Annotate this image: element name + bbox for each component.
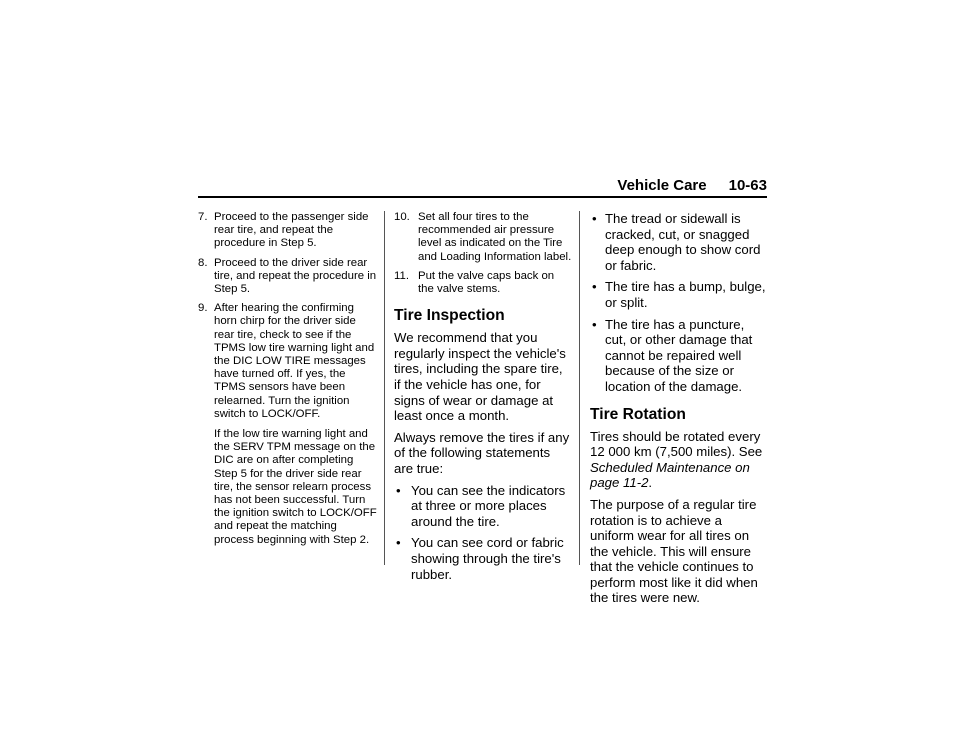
step-10 (394, 211, 572, 264)
bullet-icon: • (592, 316, 597, 332)
page-header (198, 177, 767, 195)
step-number: 9. (198, 302, 208, 315)
step-11 (394, 270, 572, 296)
paragraph: The purpose of a regular tire rotation is to achieve a uniform wear for all tires on the vehicle. This will ensure that the vehicle continues to perform most like it did when the tires were new. (590, 496, 758, 606)
cross-reference-link[interactable]: Scheduled Maintenance on page 11-2 (590, 459, 750, 491)
column-2 (394, 211, 572, 588)
list-item (590, 279, 768, 310)
step-8 (198, 257, 378, 297)
step-text: If the low tire warning light and the SERV TPM message on the DIC are on after completing Step 5 for the driver side rear tire, the sensor relearn process has not been successful. Turn the ignition switch to LOCK/OFF and repeat the matching process beginning with Step 2. (214, 428, 377, 546)
section-heading-tire-inspection: Tire Inspection (394, 307, 505, 325)
list-item-text: The tread or sidewall is cracked, cut, or snagged deep enough to show cord or fabric. (605, 211, 761, 273)
column-divider (579, 211, 580, 565)
step-number: 11. (394, 269, 409, 282)
step-text: Proceed to the passenger side rear tire, and repeat the procedure in Step 5. (214, 211, 369, 250)
list-item (394, 535, 572, 582)
column-divider (384, 211, 385, 565)
list-item (590, 211, 768, 273)
paragraph: Always remove the tires if any of the following statements are true: (394, 429, 570, 476)
list-item-text: The tire has a puncture, cut, or other damage that cannot be repaired well because of the size or location of the damage. (605, 316, 753, 394)
paragraph-text: Tires should be rotated every 12 000 km (7,500 miles). See (590, 428, 763, 460)
step-text: After hearing the confirming horn chirp for the driver side rear tire, check to see if the TPMS low tire warning light and the DIC LOW TIRE messages have turned off. If yes, the TPMS sensors have been relearned. Turn the ignition switch to LOCK/OFF. (214, 302, 375, 420)
list-item-text: You can see the indicators at three or more places around the tire. (411, 482, 566, 529)
bullet-icon: • (592, 211, 597, 226)
paragraph: We recommend that you regularly inspect the vehicle's tires, including the spare tire, if the vehicle has one, for signs of wear or damage at least once a month. (394, 330, 566, 424)
step-number: 7. (198, 211, 208, 223)
step-7 (198, 211, 378, 251)
chapter-title: Vehicle Care (617, 177, 707, 194)
bullet-icon: • (592, 279, 597, 295)
bullet-icon: • (396, 535, 401, 551)
step-number: 10. (394, 211, 410, 223)
step-text: Put the valve caps back on the valve stems. (418, 269, 555, 296)
column-3 (590, 211, 768, 612)
list-item (590, 317, 768, 395)
section-heading-tire-rotation: Tire Rotation (590, 405, 686, 423)
paragraph (590, 429, 768, 491)
bullet-icon: • (396, 482, 401, 498)
column-1 (198, 211, 378, 553)
list-item-text: The tire has a bump, bulge, or split. (605, 279, 766, 310)
list-item-text: You can see cord or fabric showing through the tire's rubber. (411, 535, 564, 582)
list-item (394, 483, 572, 530)
header-rule (198, 196, 767, 198)
step-number: 8. (198, 256, 208, 269)
step-text: Set all four tires to the recommended air pressure level as indicated on the Tire and Loading Information label. (418, 211, 572, 263)
paragraph-text: . (648, 475, 653, 491)
step-text: Proceed to the driver side rear tire, and repeat the procedure in Step 5. (214, 256, 377, 296)
page-number: 10-63 (728, 177, 767, 194)
step-9 (198, 302, 378, 547)
